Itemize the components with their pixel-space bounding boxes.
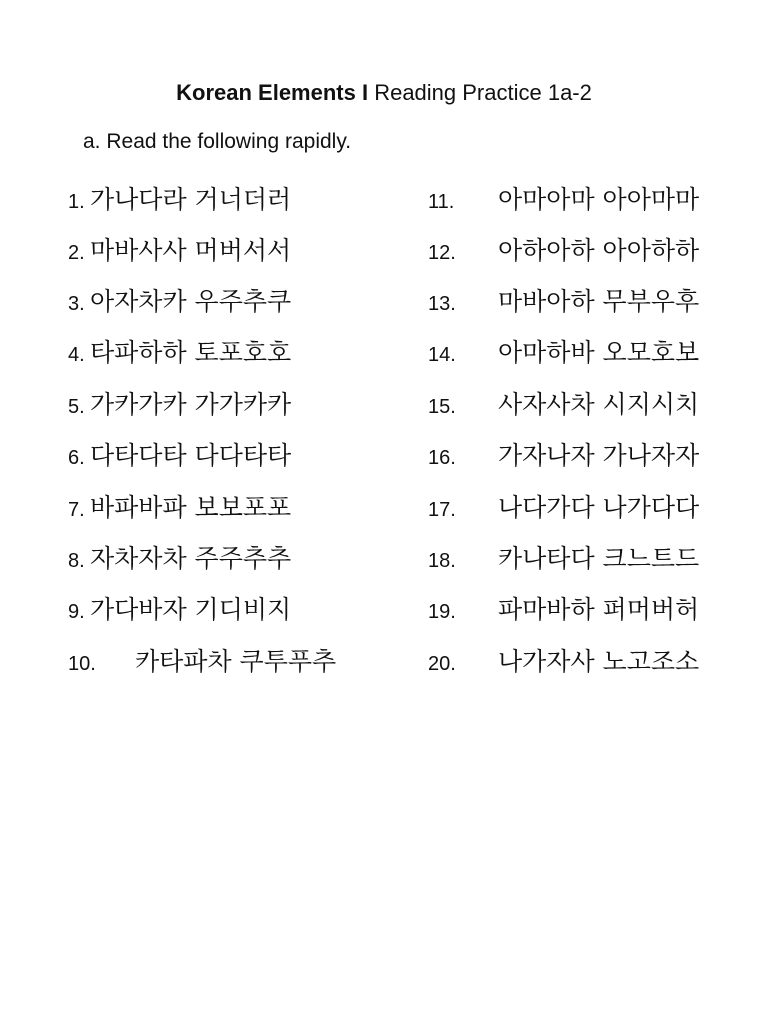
instruction-text: a. Read the following rapidly. — [83, 130, 352, 153]
item-number: 8. — [68, 550, 85, 572]
item-korean-text: 나다가다 나가다다 — [498, 493, 700, 522]
item-korean-text: 가자나자 가나자자 — [498, 441, 700, 470]
item-korean-text: 가카가카 가가카카 — [90, 390, 292, 419]
item-number: 16. — [428, 447, 456, 469]
item-korean-text: 바파바파 보보포포 — [90, 493, 292, 522]
item-number: 2. — [68, 242, 85, 264]
item-number: 10. — [68, 653, 96, 675]
item-number: 9. — [68, 601, 85, 623]
item-korean-text: 타파하하 토포호호 — [90, 338, 292, 367]
item-korean-text: 나가자사 노고조소 — [498, 647, 700, 676]
item-number: 1. — [68, 191, 85, 213]
item-number: 7. — [68, 499, 85, 521]
item-number: 12. — [428, 242, 456, 264]
item-korean-text: 마바사사 머버서서 — [90, 236, 292, 265]
title-rest-part: Reading Practice 1a-2 — [368, 80, 592, 105]
item-korean-text: 아마아마 아아마마 — [498, 185, 700, 214]
item-korean-text: 아자차카 우주추쿠 — [90, 287, 292, 316]
item-korean-text: 파마바하 퍼머버허 — [498, 595, 700, 624]
item-number: 14. — [428, 344, 456, 366]
item-number: 15. — [428, 396, 456, 418]
item-number: 19. — [428, 601, 456, 623]
item-number: 6. — [68, 447, 85, 469]
item-number: 18. — [428, 550, 456, 572]
item-number: 11. — [428, 191, 455, 213]
item-number: 3. — [68, 293, 85, 315]
item-korean-text: 자차자차 주주추추 — [90, 544, 292, 573]
item-korean-text: 가나다라 거너더러 — [90, 185, 292, 214]
page-title — [0, 78, 768, 108]
item-korean-text: 마바아하 무부우후 — [498, 287, 700, 316]
item-korean-text: 가다바자 기디비지 — [90, 595, 292, 624]
item-number: 13. — [428, 293, 456, 315]
item-korean-text: 아마하바 오모호보 — [498, 338, 700, 367]
item-number: 4. — [68, 344, 85, 366]
item-korean-text: 사자사차 시지시치 — [498, 390, 700, 419]
item-korean-text: 아하아하 아아하하 — [498, 236, 700, 265]
item-korean-text: 다타다타 다다타타 — [90, 441, 292, 470]
title-bold-part: Korean Elements I — [176, 80, 369, 105]
item-number: 5. — [68, 396, 85, 418]
item-number: 20. — [428, 653, 456, 675]
item-korean-text: 카나타다 크느트드 — [498, 544, 700, 573]
item-korean-text: 카타파차 쿠투푸추 — [135, 647, 337, 676]
item-number: 17. — [428, 499, 456, 521]
